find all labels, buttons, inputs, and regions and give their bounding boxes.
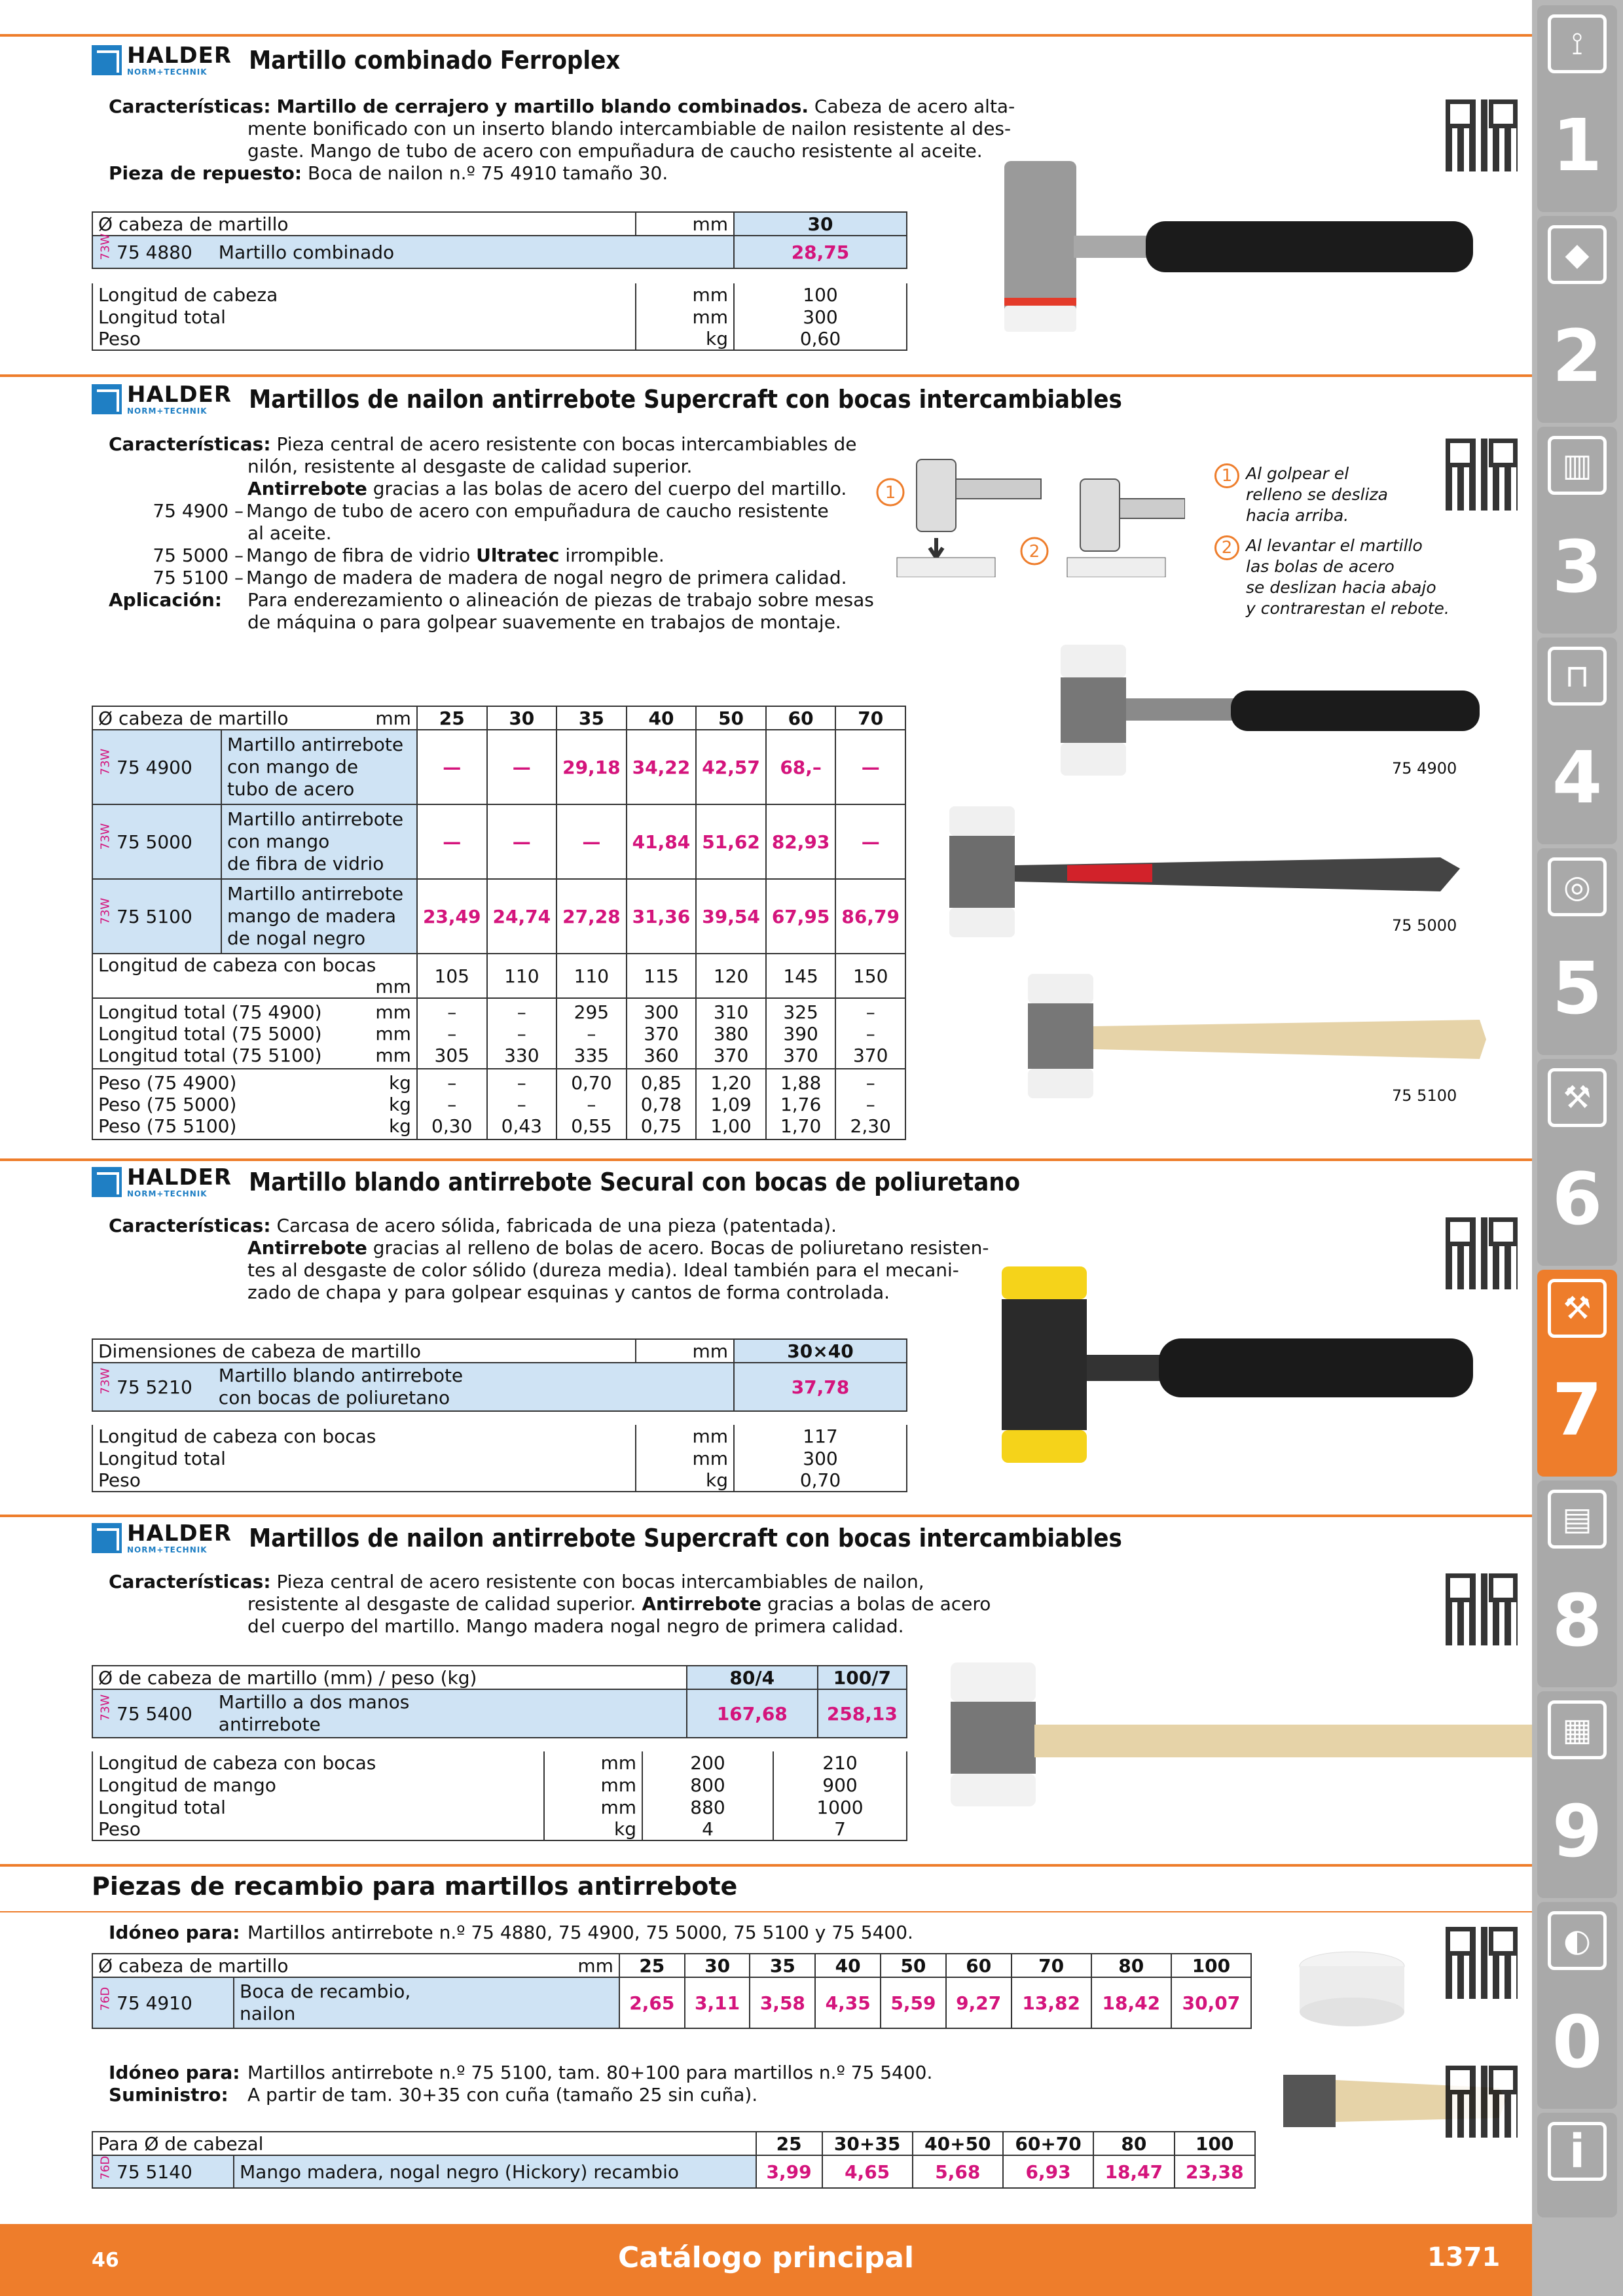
spec-table-755210: Longitud de cabeza con bocas mm 117 Longitud total mm 300 Peso kg 0,70 — [92, 1425, 907, 1492]
halder-logo: HALDER NORM+TECHNIK — [92, 382, 232, 416]
hammer-754900-image — [1048, 645, 1493, 776]
toolbox-icon: ▤ — [1548, 1490, 1607, 1549]
table-row[interactable]: 73W 75 4900 Martillo antirrebote con mango de tubo de acero — — 29,18 34,22 42,57 68,– — — [92, 730, 905, 804]
product-table-755400: Ø de cabeza de martillo (mm) / peso (kg) 80/4 100/7 73W 75 5400 Martillo a dos manos antirrebote 167,68 258,13 — [92, 1665, 907, 1738]
product-table-754910: Ø cabeza de martillo mm 25 30 35 40 50 60 70 80 100 76D 75 4910 Boca de recambio, nailon 2,65 3,11 3,58 4,35 5,59 9,27 13,82 18,42 30,07 — [92, 1953, 1252, 2029]
hammer-755400-image — [943, 1662, 1532, 1806]
product-table-supercraft: Ø cabeza de martillo mm 25 30 35 40 50 60 70 73W 75 4900 Martillo antirrebote con mango de tubo de acero — — 29,18 34,22 42,57 68,– — 73W 75 5000 Martillo antirrebote con mango de fibra de vidrio — — — 41,84 51,62 82,93 — 73W 75 5100 Martillo antirrebote mango de madera de nogal negro 23,49 24,74 27,28 31,36 39,54 67,95 86,79 Longitud de cabeza con bocas mm 105 110 110 115 120 145 150 Longitud total (75 4900) mm Longitud total (75 5000) mm Longitud total (75 5100) mm – – 305 – – 330 295 – 335 300 370 360 310 380 370 325 390 370 – – 370 Peso (75 4900) kg Peso (75 5000) kg Peso (75 5100) kg – – 0,30 – – 0,43 0,70 – 0,55 0,85 0,78 0,75 1,20 1,09 1,00 1,88 1,76 1,70 – – 2,30 — [92, 706, 906, 1140]
chuck-icon: ▥ — [1548, 436, 1607, 495]
section-description: Idóneo para: Martillos antirrebote n.º 75 4880, 75 4900, 75 5000, 75 5100 y 75 5400. — [109, 1922, 913, 1943]
chapter-tab-3[interactable]: ▥ 3 — [1537, 427, 1617, 634]
section-rule — [0, 34, 1532, 37]
section-description: Características: Pieza central de acero resistente con bocas intercambiables de nailon, resistente al desgaste de calidad superior. Antirrebote gracias a bolas de acero del cuerpo del martillo. Mango madera nogal negro de primera calidad. — [109, 1571, 991, 1637]
qr-code[interactable] — [1446, 1217, 1518, 1289]
product-caption: 75 5000 — [1392, 916, 1457, 935]
page-number: 1371 — [1427, 2242, 1501, 2272]
safety-icon: ◐ — [1548, 1911, 1607, 1970]
section-description: Características: Martillo de cerrajero y martillo blando combinados. Cabeza de acero alta- mente bonificado con un inserto blando intercambiable de nailon resistente al des- gaste. Mango de tubo de acero con empuñadura de caucho resistente al aceite. Pieza de repuesto: Boca de nailon n.º 75 4910 tamaño 30. — [109, 96, 1015, 184]
caliper-icon: ⊓ — [1548, 647, 1607, 706]
table-row[interactable]: 73W 75 5100 Martillo antirrebote mango de madera de nogal negro 23,49 24,74 27,28 31,36 39,54 67,95 86,79 — [92, 879, 905, 954]
product-caption: 75 5100 — [1392, 1086, 1457, 1105]
chapter-tab-0[interactable]: ◐ 0 — [1537, 1902, 1617, 2109]
chapter-tab-1[interactable]: ⟟ 1 — [1537, 5, 1617, 212]
hammer-pliers-icon: ⚒ — [1548, 1279, 1607, 1338]
chapter-tab-9[interactable]: ▦ 9 — [1537, 1691, 1617, 1898]
product-table-755140: Para Ø de cabezal 25 30+35 40+50 60+70 80 100 76D 75 5140 Mango madera, nogal negro (Hickory) recambio 3,99 4,65 5,68 6,93 18,47 23,38 — [92, 2131, 1256, 2189]
chapter-sidebar — [1532, 0, 1623, 2296]
product-table-754880: Ø cabeza de martillo mm 30 73W 75 4880 Martillo combinado 28,75 — [92, 211, 907, 269]
spec-table-754880: Longitud de cabeza mm 100 Longitud total mm 300 Peso kg 0,60 — [92, 283, 907, 351]
diagram-legend: 1 Al golpear el relleno se desliza hacia arriba. 2 Al levantar el martillo las bolas de acero se deslizan hacia abajo y contrarestan el rebote. — [1214, 463, 1450, 619]
section-rule — [0, 1515, 1532, 1517]
section-title: Martillos de nailon antirrebote Supercraft con bocas intercambiables — [249, 385, 1122, 414]
hammer-755100-image — [1021, 974, 1493, 1098]
qr-code[interactable] — [1446, 2066, 1518, 2138]
section-header — [92, 1518, 1122, 1558]
chapter-tab-5[interactable]: ◎ 5 — [1537, 848, 1617, 1055]
section-title: Martillo combinado Ferroplex — [249, 46, 621, 75]
section-title: Piezas de recambio para martillos antirrebote — [92, 1872, 738, 1901]
replacement-cap-image — [1296, 1950, 1408, 2029]
halder-logo-icon — [92, 384, 122, 414]
chapter-tab-7[interactable]: ⚒ 7 — [1537, 1270, 1617, 1477]
product-caption: 75 4900 — [1392, 759, 1457, 778]
section-rule — [0, 1911, 1532, 1912]
chapter-tab-info[interactable] — [1537, 2113, 1617, 2217]
svg-text:2: 2 — [1029, 542, 1040, 562]
halder-logo: HALDER NORM+TECHNIK — [92, 1521, 232, 1555]
hammer-755000-image — [943, 806, 1467, 937]
section-header — [92, 1162, 1020, 1202]
saw-icon: ◎ — [1548, 857, 1607, 916]
svg-text:1: 1 — [884, 483, 896, 503]
chapter-tab-6[interactable]: ⚒ 6 — [1537, 1059, 1617, 1266]
product-table-755210: Dimensiones de cabeza de martillo mm 30×40 73W 75 5210 Martillo blando antirrebote con bocas de poliuretano 37,78 — [92, 1338, 907, 1412]
section-description: Idóneo para: Martillos antirrebote n.º 75 5100, tam. 80+100 para martillos n.º 75 5400. Suministro: A partir de tam. 30+35 con cuña (tamaño 25 sin cuña). — [109, 2062, 933, 2106]
section-title: Martillos de nailon antirrebote Supercraft con bocas intercambiables — [249, 1524, 1122, 1552]
table-row[interactable]: 73W 75 4880 Martillo combinado 28,75 — [92, 236, 907, 268]
section-header — [92, 41, 620, 80]
halder-logo: HALDER NORM+TECHNIK — [92, 1165, 232, 1199]
info-icon: i — [1548, 2122, 1607, 2181]
page-footer — [0, 2224, 1532, 2296]
hammer-ferroplex-image — [995, 151, 1493, 340]
section-rule — [0, 374, 1532, 377]
halder-logo-icon — [92, 45, 122, 75]
footer-title: Catálogo principal — [617, 2241, 915, 2274]
qr-code[interactable] — [1446, 1927, 1518, 1999]
qr-code[interactable] — [1446, 99, 1518, 171]
section-header — [92, 380, 1122, 419]
wrench-icon: ⚒ — [1548, 1068, 1607, 1127]
spec-table-755400: Longitud de cabeza con bocas mm 200 210 Longitud de mango mm 800 900 Longitud total mm 880 1000 Peso kg 4 7 — [92, 1751, 907, 1841]
table-row[interactable]: 76D 75 4910 Boca de recambio, nailon 2,65 3,11 3,58 4,35 5,59 9,27 13,82 18,42 30,07 — [92, 1977, 1251, 2028]
footer-left-number: 46 — [92, 2249, 119, 2272]
chapter-tab-2[interactable]: ◆ 2 — [1537, 216, 1617, 423]
antirebound-diagram — [871, 433, 1185, 577]
section-description: Características: Carcasa de acero sólida, fabricada de una pieza (patentada). Antirrebote gracias al relleno de bolas de acero. Bocas de poliuretano resisten- tes al desgaste de color sólido (dureza media). Ideal también para el mecani- zado de chapa y para golpear esquinas y cantos de forma controlada. — [109, 1215, 989, 1303]
table-row[interactable]: 76D 75 5140 Mango madera, nogal negro (Hickory) recambio 3,99 4,65 5,68 6,93 18,47 23,38 — [92, 2155, 1255, 2188]
section-rule — [0, 1864, 1532, 1867]
section-title: Martillo blando antirrebote Secural con bocas de poliuretano — [249, 1168, 1021, 1196]
section-description: Características: Pieza central de acero resistente con bocas intercambiables de nilón, resistente al desgaste de calidad superior. Antirrebote gracias a las bolas de acero del cuerpo del martillo. 75 4900 – Mango de tubo de acero con empuñadura de caucho resistente al aceite. 75 5000 – Mango de fibra de vidrio Ultratec irrompible. 75 5100 – Mango de madera de madera de nogal negro de primera calidad. Aplicación: Para enderezamiento o alineación de piezas de trabajo sobre mesas de máquina o para golpear suavemente en trabajos de montaje. — [109, 433, 874, 633]
qr-code[interactable] — [1446, 439, 1518, 511]
qr-code[interactable] — [1446, 1573, 1518, 1645]
table-row[interactable]: 73W 75 5000 Martillo antirrebote con mango de fibra de vidrio — — — 41,84 51,62 82,93 — — [92, 804, 905, 879]
section-rule — [0, 1158, 1532, 1161]
table-row[interactable]: 73W 75 5210 Martillo blando antirrebote con bocas de poliuretano 37,78 — [92, 1363, 907, 1411]
hammer-secural-image — [995, 1266, 1493, 1469]
table-row[interactable]: 73W 75 5400 Martillo a dos manos antirrebote 167,68 258,13 — [92, 1689, 907, 1738]
halder-logo: HALDER NORM+TECHNIK — [92, 43, 232, 77]
halder-logo-icon — [92, 1167, 122, 1197]
chapter-tab-4[interactable]: ⊓ 4 — [1537, 637, 1617, 844]
halder-logo-icon — [92, 1523, 122, 1553]
drill-icon: ⟟ — [1548, 14, 1607, 73]
chapter-tab-8[interactable]: ▤ 8 — [1537, 1480, 1617, 1687]
insert-icon: ◆ — [1548, 225, 1607, 284]
cabinet-icon: ▦ — [1548, 1700, 1607, 1759]
